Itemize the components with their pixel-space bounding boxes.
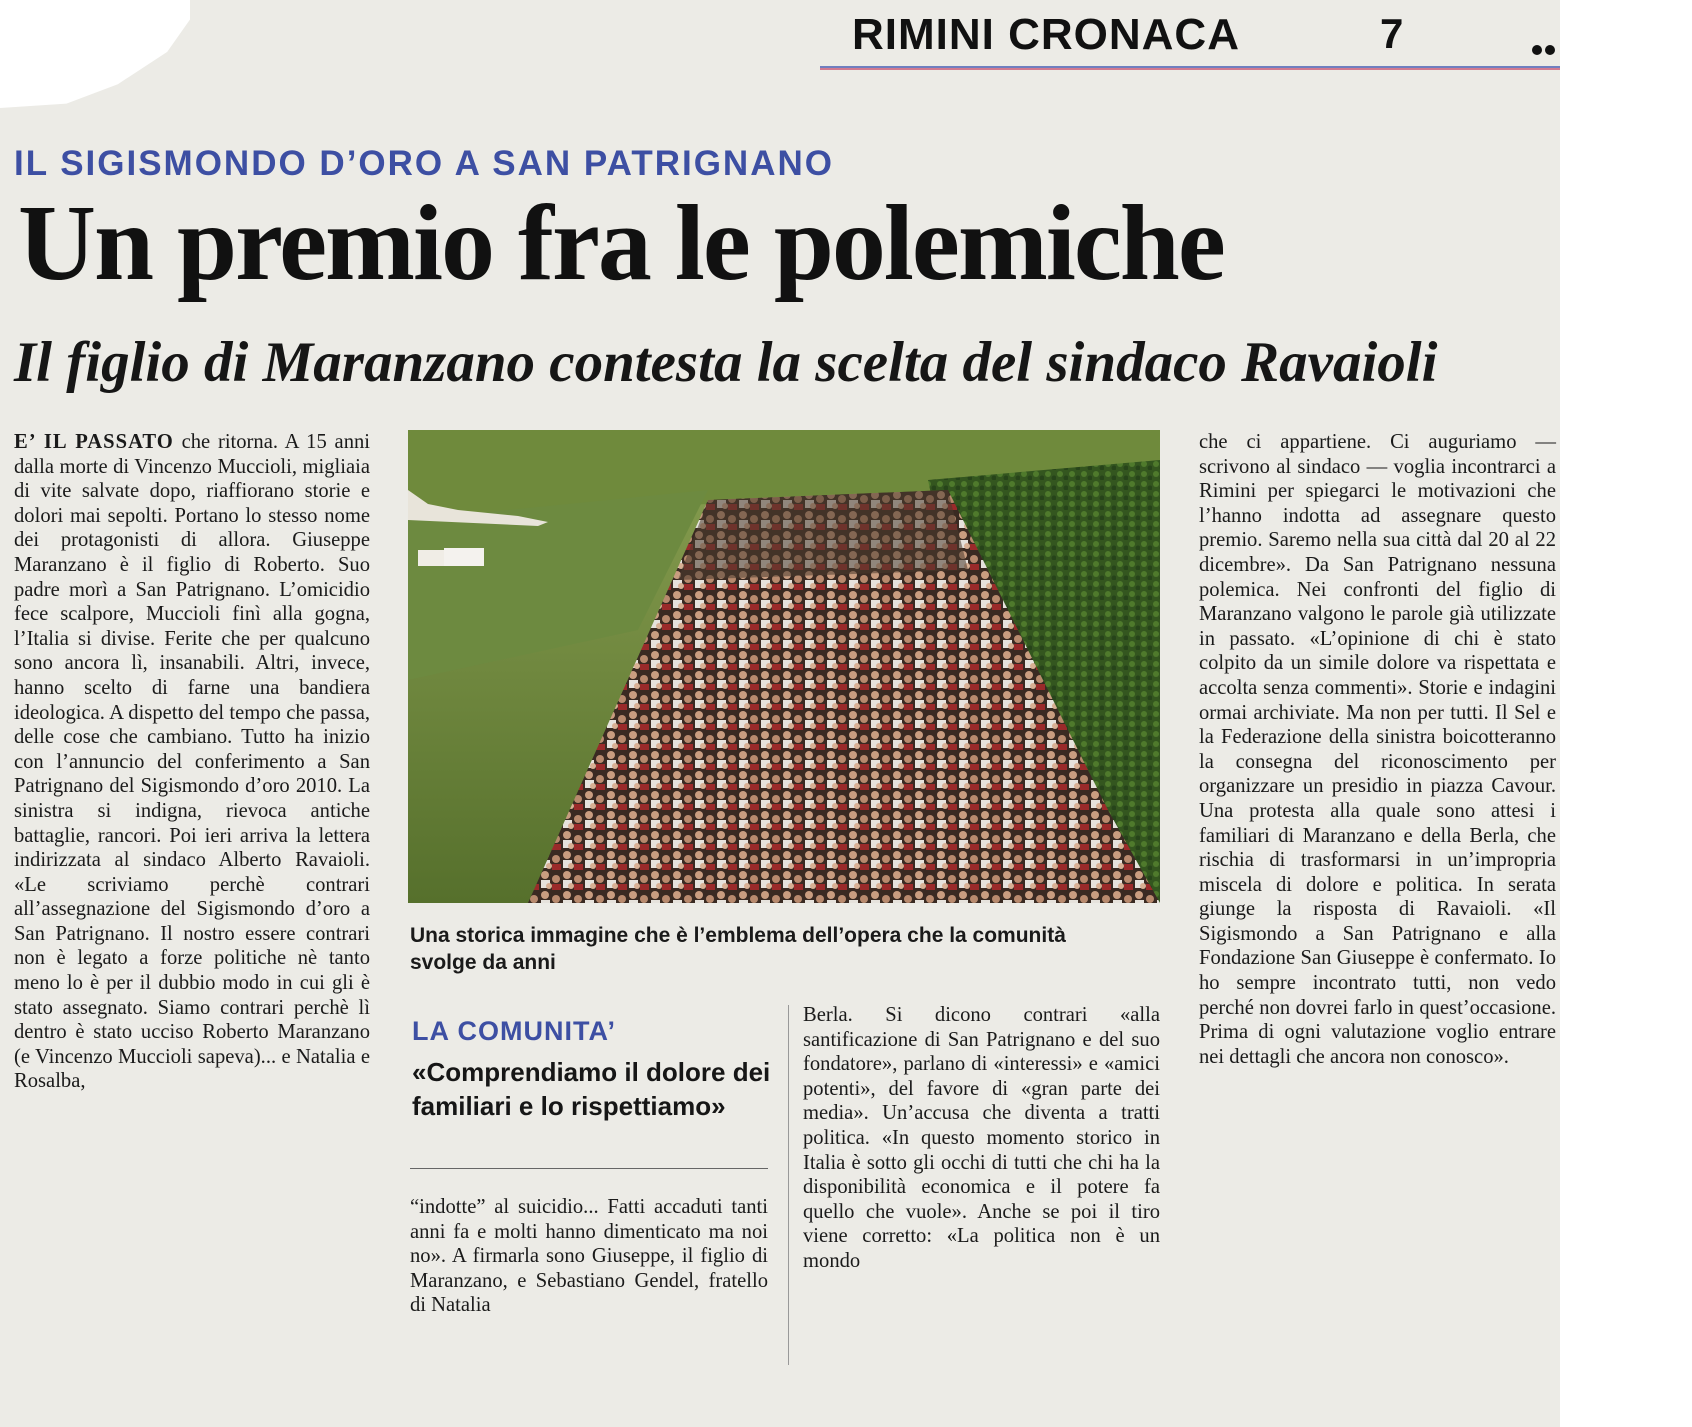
kicker: IL SIGISMONDO D’ORO A SAN PATRIGNANO	[14, 144, 834, 183]
sidebar-label: LA COMUNITA’	[412, 1016, 616, 1046]
article-column-left	[14, 430, 370, 1094]
article-lead: E’ IL PASSATO	[14, 431, 174, 453]
sidebar-rule	[410, 1168, 768, 1169]
crowd-photo	[408, 430, 1160, 903]
subheadline: Il figlio di Maranzano contesta la scelta del sindaco Ravaioli	[14, 331, 1438, 394]
column-divider	[788, 1005, 789, 1365]
article-column-right: che ci appartiene. Ci auguriamo — scrivono al sindaco — voglia incontrarci a Rimini per spiegarci le motivazioni che l’hanno indotta ad assegnare questo premio. Saremo nella sua città dal 20 al 22 dicembre». Da San Patrignano nessuna polemica. Nei confronti del figlio di Maranzano valgono le parole già utilizzate in passato. «L’opinione di chi è stato colpito da un simile dolore va rispettata e accolta senza commenti». Storie e indagini ormai archiviate. Ma non per tutti. Il Sel e la Federazione della sinistra boicotteranno la consegna del riconoscimento per organizzare un presidio in piazza Cavour. Una protesta alla quale sono attesi i familiari di Maranzano e della Berla, che rischia di trasformarsi in un’impropria miscela di dolore e politica. In serata giunge la risposta di Ravaioli. «Il Sigismondo a San Patrignano e alla Fondazione San Giuseppe è confermato. Io ho sempre incontrato tutti, non vedo perché non dovrei farlo in quest’occasione. Prima di ogni valutazione voglio entrare nei dettagli che ancora non conosco».	[1199, 431, 1556, 1068]
photo-caption: Una storica immagine che è l’emblema dell’opera che la comunità svolge da anni	[410, 924, 1066, 974]
article-column-middle-1: “indotte” al suicidio... Fatti accaduti tanti anni fa e molti hanno dimenticato ma noi no». A firmarla sono Giuseppe, il figlio di Maranzano, e Sebastiano Gendel, fratello di Natalia	[410, 1196, 768, 1317]
sidebar-quote: «Comprendiamo il dolore dei familiari e lo rispettiamo»	[412, 1057, 771, 1121]
page-number: 7	[1380, 10, 1404, 57]
header-rule	[820, 66, 1560, 70]
page-dots-icon	[1532, 42, 1558, 60]
article-column-middle-2: Berla. Si dicono contrari «alla santificazione di San Patrignano e del suo fondatore», parlano di «interessi» e «amici potenti», del favore di «gran parte dei media». Un’accusa che diventa a tratti politica. «In questo momento storico in Italia è sotto gli occhi di tutti che chi ha la disponibilità economica e il potere fa quello che vuole». Anche se poi il tiro viene corretto: «La politica non è un mondo	[803, 1004, 1160, 1272]
article-left-text: che ritorna. A 15 anni dalla morte di Vincenzo Muccioli, migliaia di vite salvate dopo, riaffiorano storie e dolori mai sepolti. Portano lo stesso nome dei protagonisti di allora. Giuseppe Maranzano è il figlio di Roberto. Suo padre morì a San Patrignano. L’omicidio fece scalpore, Muccioli finì alla gogna, l’Italia si divise. Ferite che per qualcuno sono ancora lì, insanabili. Altri, invece, hanno scelto di farne una bandiera ideologica. A dispetto del tempo che passa, delle cose che cambiano. Tutto ha inizio con l’annuncio del conferimento a San Patrignano del Sigismondo d’oro 2010. La sinistra si indigna, rievoca antiche battaglie, rancori. Poi ieri arriva la lettera indirizzata al sindaco Alberto Ravaioli. «Le scriviamo perchè contrari all’assegnazione del Sigismondo d’oro a San Patrignano. Il nostro essere contrari non è legato a forze politiche nè tanto meno lo è per il dubbio modo in cui gli è stato assegnato. Siamo contrari perchè lì dentro è stato ucciso Roberto Maranzano (e Vincenzo Muccioli sapeva)... e Natalia e Rosalba,	[14, 431, 371, 1093]
section-title: RIMINI CRONACA	[852, 10, 1240, 59]
headline: Un premio fra le polemiche	[18, 184, 1224, 303]
